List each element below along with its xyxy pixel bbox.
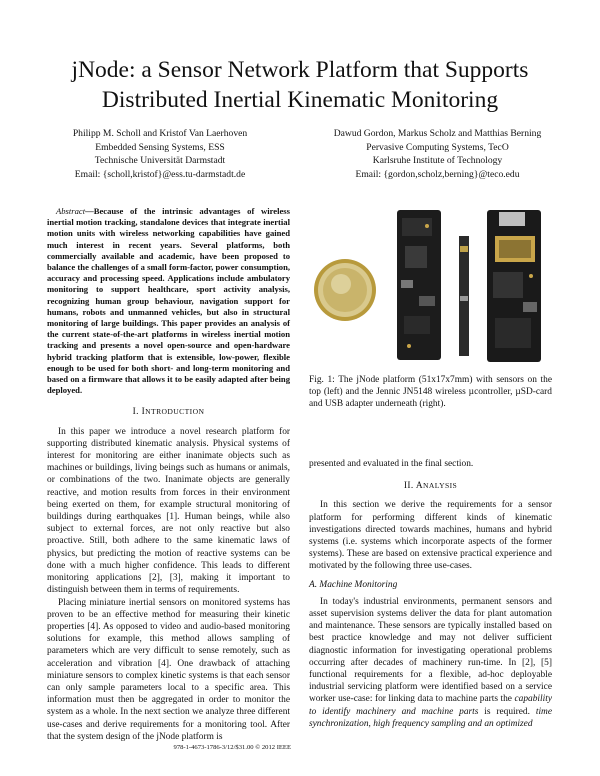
board-side bbox=[459, 236, 469, 356]
figure-caption: Fig. 1: The jNode platform (51x17x7mm) with sensors on the top (left) and the Jennic JN5148 wireless µcontroller, µSD-card and USB adapter underneath (right). bbox=[309, 375, 552, 410]
section-heading-introduction: I. INTRODUCTION bbox=[132, 407, 205, 418]
machine-paragraph: In today's industrial environments, permanent sensors and asset supervision systems deliver the data for plant automation and maintenance. These sensors are typically installed based on best practice knowledge and may not deliver sufficient diagnostic information for investigating operational problems occurring after decades of machinery run-time. In [2], [5] functional requirements for a flexible, ad-hoc deployable industrial servicing platform were identified based on a service worker use-case: for linking data to machine parts the capability to identify machinery and machine parts is required. time synchronization, high frequency sampling and an optimized bbox=[309, 596, 552, 729]
author-email: Email: {scholl,kristof}@ess.tu-darmstadt.de bbox=[74, 168, 246, 180]
coin-graphic bbox=[314, 259, 376, 321]
author-group: Embedded Sensing Systems, ESS bbox=[95, 141, 225, 153]
abstract-lead: Abstract bbox=[56, 206, 86, 216]
author-institution: Technische Universität Darmstadt bbox=[94, 155, 226, 166]
author-names: Philipp M. Scholl and Kristof Van Laerhoven bbox=[72, 128, 248, 139]
abstract-text: —Because of the intrinsic advantages of wireless inertial motion tracking, standalone devices that integrate inertial motion units with wireless networking capabilities have gained much interest in recent years. Several platforms, both commercially available and academic, have been proposed to balance the challenges of a small form-factor, power consumption, accuracy and processing speed. Applications include ambulatory monitoring to support healthcare, sport activity analysis, recognizing human group behaviour, navigation support for humans, robots and unmanned vehicles, but also in structural monitoring of large buildings. This paper provides an analysis of the current state-of-the-art platforms in wireless inertial motion tracking and presents a novel open-source and open-hardware hybrid tracking platform that is extensible, low-power, flexible enough to be used for both short- and long-term monitoring and based on a firmware that allows it to be easily adapted after being deployed. bbox=[47, 206, 290, 396]
left-column bbox=[47, 206, 290, 743]
figure-jnode-photo bbox=[309, 206, 552, 366]
right-column bbox=[309, 458, 552, 730]
board-top-left bbox=[397, 210, 441, 360]
author-block-1 bbox=[40, 127, 280, 181]
author-block-2 bbox=[305, 127, 570, 181]
intro-paragraph-2: Placing miniature inertial sensors on monitored systems has proven to be an effective method for measuring their kinetic properties [4]. As opposed to video and audio-based monitoring solutions for example, this method allows sampling of parameters which are very difficult to sense remotely, such as acceleration and vibration [4]. One drawback of attaching miniature sensors to complex kinetic systems is that each sensor can only sample parameters local to a specific area. This information must then be aggregated in order to monitor the system as a whole. In the next section we analyze three different use-cases and derive requirements for a monitoring tool. After that the system design of the jNode platform is bbox=[47, 597, 290, 742]
author-email: Email: {gordon,scholz,berning}@teco.edu bbox=[355, 168, 520, 180]
paper-title bbox=[30, 55, 570, 115]
intro-paragraph-1: In this paper we introduce a novel research platform for supporting distributed kinematic analysis. Physical systems of interest for monitoring are either inanimate objects such as machines or buildings, living beings such as humans or animals, or combinations of the two. Inanimate objects are generally reactive, and motion results from forces in their environment being exerted on them, for example structural monitoring of buildings during earthquakes [1]. Human beings, while also subject to external forces, are not only reactive but also proactive. Still, both adhere to the same kinematic laws of physics, but predicting the motion of reactive systems can be done with a much higher confidence. This leads to different monitoring applications [2], [3], making it important to distinguish between them in terms of requirements. bbox=[47, 426, 290, 596]
author-group: Pervasive Computing Systems, TecO bbox=[366, 141, 509, 153]
board-bottom-right bbox=[487, 210, 541, 362]
copyright-notice: 978-1-4673-1786-3/12/$31.00 © 2012 IEEE bbox=[173, 744, 291, 751]
author-institution: Karlsruhe Institute of Technology bbox=[372, 155, 503, 166]
author-names: Dawud Gordon, Markus Scholz and Matthias Berning bbox=[333, 128, 542, 139]
subsection-heading-machine-monitoring: A. Machine Monitoring bbox=[309, 579, 398, 590]
continued-text: presented and evaluated in the final section. bbox=[309, 459, 474, 469]
section-heading-analysis: II. ANALYSIS bbox=[403, 481, 458, 492]
jnode-photo bbox=[309, 206, 552, 366]
analysis-paragraph: In this section we derive the requirements for a sensor platform for performing different kinds of kinematic investigations directed towards machines, humans and hybrid systems (i.e. systems which incorporate aspects of the former systems). These are based on extensive practical experience and motivated by the following three use-cases. bbox=[309, 500, 552, 572]
abstract bbox=[47, 206, 290, 396]
title-line-1: jNode: a Sensor Network Platform that Supports bbox=[71, 57, 529, 83]
title-line-2: Distributed Inertial Kinematic Monitoring bbox=[101, 87, 499, 113]
